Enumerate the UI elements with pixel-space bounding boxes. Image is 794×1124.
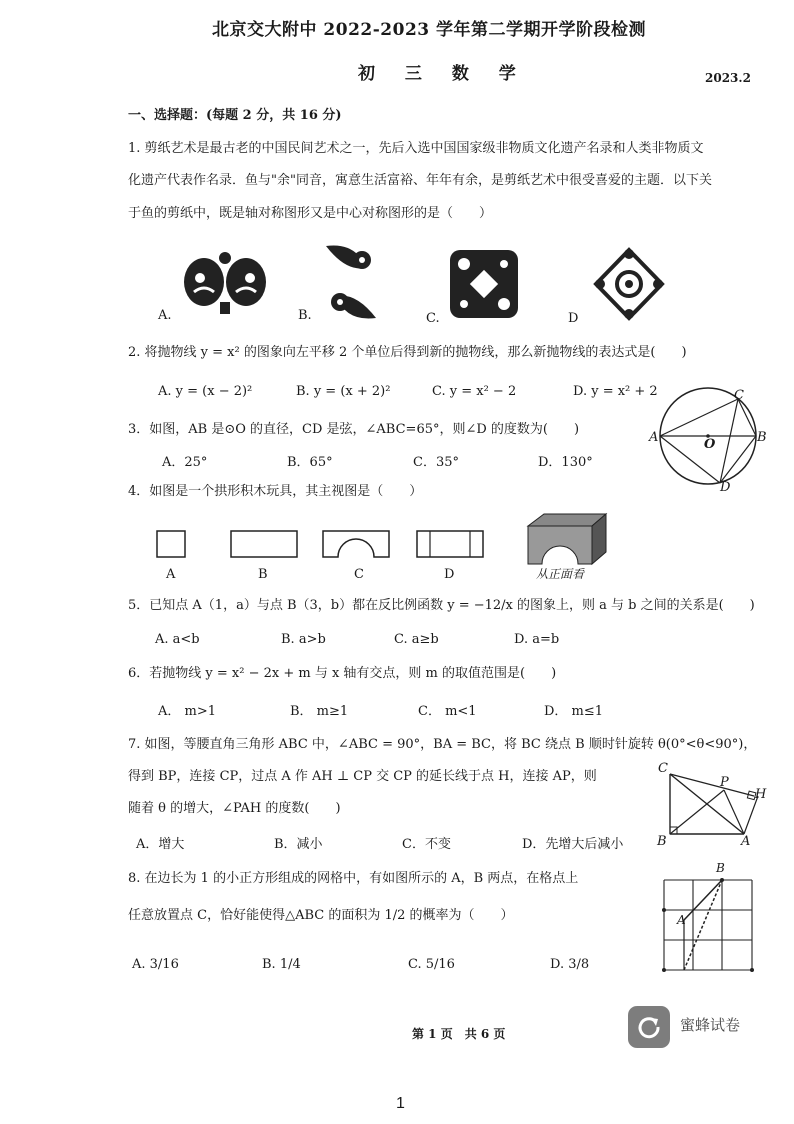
subject-title: 初 三 数 学 [358, 64, 528, 84]
q3-option-d: D．130° [538, 455, 593, 470]
q3-label-d: D [720, 480, 731, 495]
q7-triangle-figure [662, 770, 766, 838]
q6-option-c: C． m<1 [418, 704, 477, 719]
q7-option-a: A．增大 [136, 837, 185, 852]
q6-stem: 6．若抛物线 y = x² − 2x + m 与 x 轴有交点，则 m 的取值范围是( ) [128, 666, 557, 681]
q3-label-b: B [757, 430, 767, 445]
q4-view-d [416, 530, 484, 558]
q8-line1: 8. 在边长为 1 的小正方形组成的网格中，有如图所示的 A，B 两点，在格点上 [128, 871, 579, 886]
q1-option-b: B. [298, 308, 312, 323]
exam-date: 2023.2 [705, 71, 751, 85]
q2-option-b: B. y = (x + 2)² [296, 384, 391, 399]
q4-view-b [230, 530, 298, 558]
q2-option-a: A. y = (x − 2)² [158, 384, 253, 399]
q1-image-c [446, 246, 522, 322]
q8-option-d: D. 3/8 [550, 957, 590, 972]
page-number: 1 [396, 1095, 405, 1112]
q5-stem: 5．已知点 A（1，a）与点 B（3，b）都在反比例函数 y = −12/x 的图象上，则 a 与 b 之间的关系是( ) [128, 598, 755, 613]
q1-image-b [318, 240, 384, 324]
q4-option-b: B [258, 567, 268, 582]
q4-view-a [156, 530, 186, 558]
q1-line2: 化遗产代表作名录．鱼与"余"同音，寓意生活富裕、年年有余，是剪纸艺术中很受喜爱的主题．以下关 [128, 173, 712, 188]
q8-line2: 任意放置点 C，恰好能使得△ABC 的面积为 1/2 的概率为（ ） [128, 908, 514, 923]
q1-option-c: C. [426, 311, 440, 326]
q6-option-a: A． m>1 [158, 704, 217, 719]
q6-option-b: B． m≥1 [290, 704, 349, 719]
q3-label-c: C [734, 388, 744, 403]
q4-option-a: A [166, 567, 176, 582]
q1-image-a [180, 248, 270, 316]
q7-line1: 7. 如图，等腰直角三角形 ABC 中，∠ABC = 90°，BA = BC，将 BC 绕点 B 顺时针旋转 θ(0°<θ<90°)， [128, 737, 757, 752]
q7-line3: 随着 θ 的增大，∠PAH 的度数( ) [128, 801, 341, 816]
q7-label-b: B [657, 834, 667, 849]
q5-option-d: D. a=b [514, 632, 560, 647]
q4-stem: 4．如图是一个拱形积木玩具，其主视图是（ ） [128, 484, 423, 499]
q7-label-c: C [658, 761, 668, 776]
q5-option-a: A. a<b [155, 632, 200, 647]
q7-label-h: H [755, 787, 767, 802]
q4-option-c: C [354, 567, 364, 582]
section-heading: 一、选择题：(每题 2 分，共 16 分) [128, 108, 342, 123]
exam-title: 北京交大附中 2022-2023 学年第二学期开学阶段检测 [212, 20, 647, 40]
watermark-text: 蜜蜂试卷 [680, 1017, 741, 1034]
q3-option-b: B．65° [287, 455, 333, 470]
q2-option-c: C. y = x² − 2 [432, 384, 517, 399]
q1-image-d [592, 246, 666, 322]
q4-block-photo [524, 512, 608, 564]
q2-option-d: D. y = x² + 2 [573, 384, 658, 399]
q7-option-c: C．不变 [402, 837, 451, 852]
q1-option-a: A. [158, 308, 172, 323]
q8-label-a: A [677, 913, 686, 927]
q4-view-c [322, 530, 390, 558]
q3-label-o: O [704, 437, 716, 452]
q7-line2: 得到 BP，连接 CP，过点 A 作 AH ⊥ CP 交 CP 的延长线于点 H，连接 AP，则 [128, 769, 597, 784]
q3-label-a: A [649, 430, 659, 445]
q8-label-b: B [716, 861, 725, 875]
q7-label-a: A [741, 834, 751, 849]
q8-option-c: C. 5/16 [408, 957, 455, 972]
q7-option-d: D．先增大后减小 [522, 837, 624, 852]
q1-option-d: D [568, 311, 579, 326]
watermark-logo [628, 1006, 670, 1048]
q4-figure-caption: 从正面看 [536, 567, 585, 581]
page-info: 第 1 页 共 6 页 [412, 1027, 506, 1041]
q5-option-c: C. a≥b [394, 632, 439, 647]
q5-option-b: B. a>b [281, 632, 326, 647]
q4-option-d: D [444, 567, 455, 582]
q3-option-a: A．25° [162, 455, 208, 470]
q3-stem: 3．如图，AB 是⊙O 的直径，CD 是弦，∠ABC=65°，则∠D 的度数为( ) [128, 422, 580, 437]
q7-label-p: P [720, 775, 729, 790]
q6-option-d: D． m≤1 [544, 704, 604, 719]
q1-line1: 1. 剪纸艺术是最古老的中国民间艺术之一，先后入选中国国家级非物质文化遗产名录和人类非物质文 [128, 141, 704, 156]
q8-option-a: A. 3/16 [132, 957, 179, 972]
q2-stem: 2. 将抛物线 y = x² 的图象向左平移 2 个单位后得到新的抛物线，那么新抛物线的表达式是( ) [128, 345, 687, 360]
q1-line3: 于鱼的剪纸中，既是轴对称图形又是中心对称图形的是（ ） [128, 206, 493, 221]
q3-option-c: C．35° [413, 455, 459, 470]
q7-option-b: B．减小 [274, 837, 323, 852]
q8-option-b: B. 1/4 [262, 957, 301, 972]
refresh-icon [637, 1015, 661, 1039]
